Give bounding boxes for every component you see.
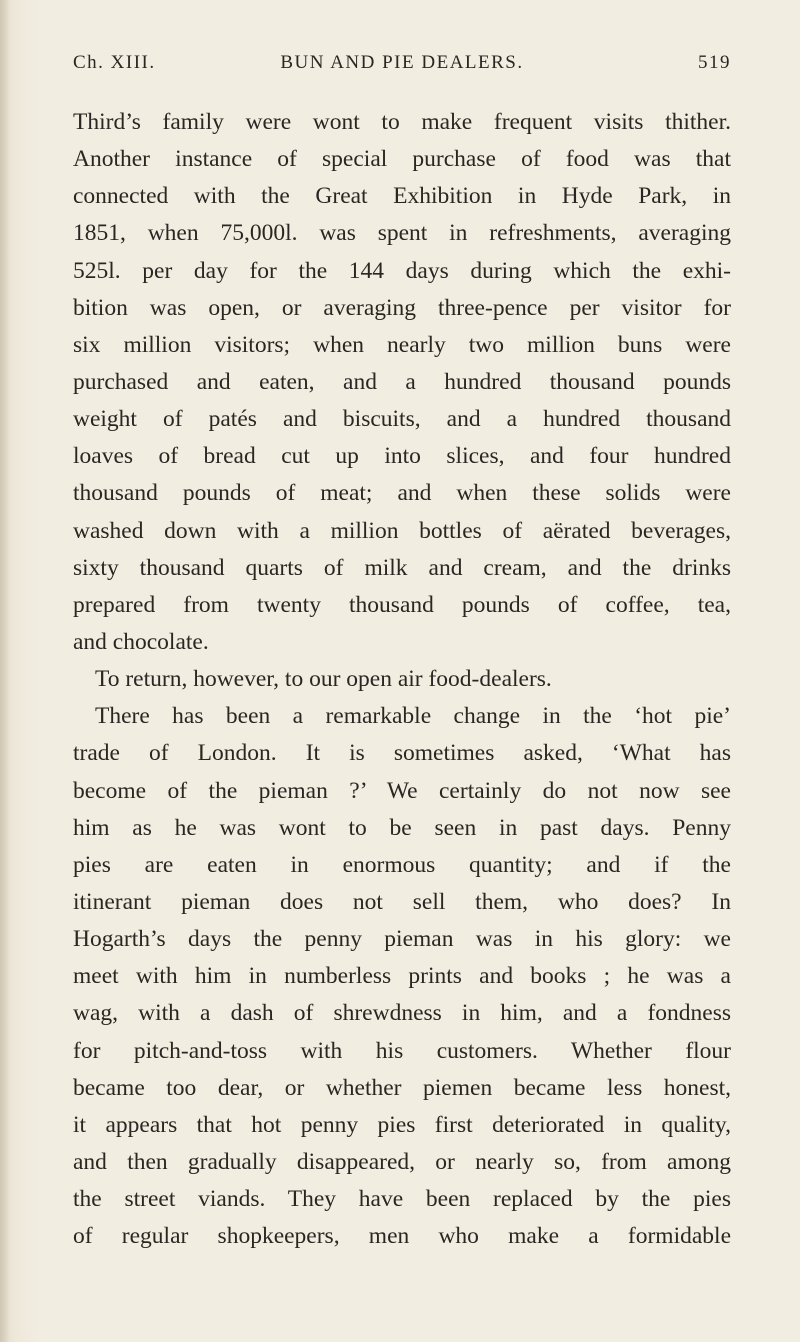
text-line: itinerant pieman does not sell them, who does? In — [73, 888, 731, 915]
text-line: prepared from twenty thousand pounds of coffee, tea, — [73, 591, 731, 618]
text-line: him as he was wont to be seen in past days. Penny — [73, 814, 731, 841]
page-number: 519 — [698, 52, 731, 73]
chapter-label: Ch. XIII. — [73, 52, 156, 73]
running-header — [73, 48, 731, 78]
text-line: Hogarth’s days the penny pieman was in his glory: we — [73, 926, 731, 953]
paragraph-start-line: There has been a remarkable change in the ‘hot pie’ — [95, 703, 731, 730]
text-line: become of the pieman ?’ We certainly do not now see — [73, 777, 731, 804]
text-line: pies are eaten in enormous quantity; and if the — [73, 851, 731, 878]
text-line: connected with the Great Exhibition in Hyde Park, in — [73, 183, 731, 210]
text-line: purchased and eaten, and a hundred thousand pounds — [73, 368, 731, 395]
text-line: 525l. per day for the 144 days during which the exhi- — [73, 257, 731, 284]
paragraph-start-line: To return, however, to our open air food-dealers. — [95, 666, 552, 693]
text-line: washed down with a million bottles of aërated beverages, — [73, 517, 731, 544]
text-line: sixty thousand quarts of milk and cream, and the drinks — [73, 554, 731, 581]
text-line: Another instance of special purchase of food was that — [73, 146, 731, 173]
text-line: thousand pounds of meat; and when these solids were — [73, 480, 731, 507]
text-line: meet with him in numberless prints and books ; he was a — [73, 963, 731, 990]
text-line: trade of London. It is sometimes asked, ‘What has — [73, 740, 731, 767]
text-line: weight of patés and biscuits, and a hundred thousand — [73, 406, 731, 433]
text-line: wag, with a dash of shrewdness in him, and a fondness — [73, 1000, 731, 1027]
text-line: and chocolate. — [73, 628, 209, 655]
text-line: Third’s family were wont to make frequent visits thither. — [73, 109, 731, 135]
text-line: it appears that hot penny pies first deteriorated in quality, — [73, 1111, 731, 1138]
text-line: bition was open, or averaging three-pence per visitor for — [73, 294, 731, 321]
running-title: BUN AND PIE DEALERS. — [280, 52, 524, 73]
page-spine-shadow — [0, 0, 10, 1342]
text-line: loaves of bread cut up into slices, and four hundred — [73, 443, 731, 470]
text-line: the street viands. They have been replaced by the pies — [73, 1186, 731, 1213]
text-line: of regular shopkeepers, men who make a formidable — [73, 1223, 731, 1250]
text-line: six million visitors; when nearly two million buns were — [73, 331, 731, 358]
text-line: became too dear, or whether piemen became less honest, — [73, 1074, 731, 1101]
body-text — [73, 104, 731, 1255]
text-line: and then gradually disappeared, or nearly so, from among — [73, 1148, 731, 1175]
text-line: for pitch-and-toss with his customers. Whether flour — [73, 1037, 731, 1064]
text-line: 1851, when 75,000l. was spent in refreshments, averaging — [73, 220, 731, 247]
